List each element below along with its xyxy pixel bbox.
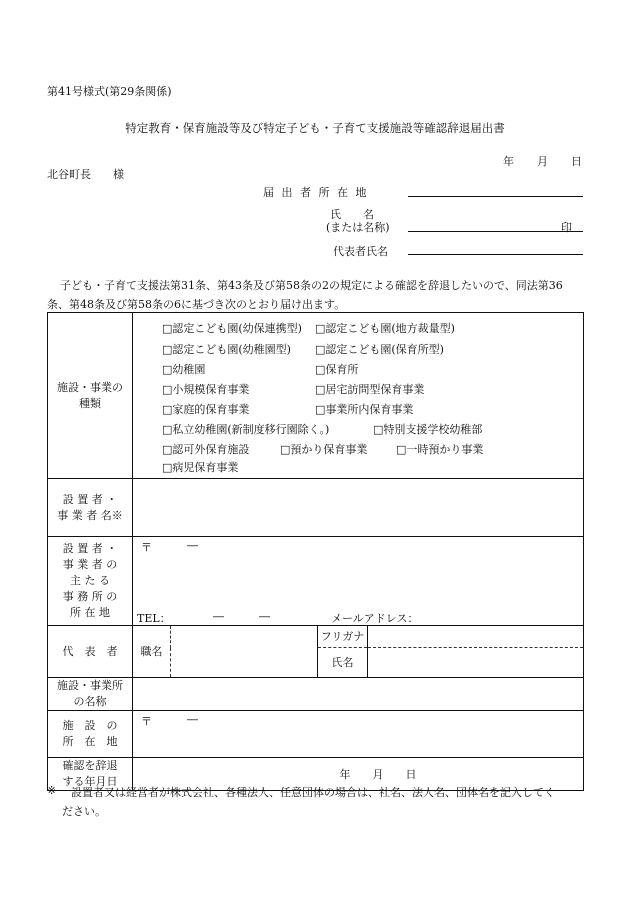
establisher-name-label-line2: 事 業 者 名※ [57, 508, 123, 522]
office-label-line1: 設 置 者 ・ [62, 542, 118, 555]
option-ichiji-azukari[interactable]: □一時預かり事業 [396, 443, 484, 456]
footnote-line2: ださい。 [62, 805, 106, 818]
job-title-label-text: 職名 [140, 644, 163, 658]
facility-type-options [133, 313, 584, 479]
furigana-label [318, 626, 368, 648]
furigana-field[interactable] [368, 626, 584, 648]
job-title-field[interactable] [171, 626, 318, 678]
applicant-address-line[interactable] [408, 196, 583, 197]
representative-label-text: 代 表 者 [62, 644, 118, 658]
facility-address-field[interactable] [133, 711, 584, 758]
office-address-row [48, 537, 584, 610]
option-kodomoen-yochien[interactable]: □認定こども園(幼稚園型) [162, 343, 291, 356]
office-label-line3: 主 た る [70, 574, 110, 587]
office-label-line2: 事 業 者 の [62, 558, 118, 571]
tel-label: TEL： [137, 612, 171, 625]
establisher-name-row [48, 479, 584, 537]
applicant-name-label-sub: (または名称) [326, 221, 390, 234]
representative-name-label: 代表者氏名 [333, 245, 388, 258]
facility-type-row [48, 313, 584, 479]
job-title-label [133, 626, 171, 678]
form-number: 第41号様式(第29条関係) [47, 85, 172, 98]
withdraw-date-label-line1: 確認を辞退 [62, 759, 118, 772]
representative-name-line[interactable] [408, 254, 583, 255]
document-title: 特定教育・保育施設等及び特定子ども・子育て支援施設等確認辞退届出書 [125, 121, 505, 135]
facility-type-label-line2: 種類 [79, 396, 101, 410]
option-kodomoen-chiho[interactable]: □認定こども園(地方裁量型) [315, 322, 455, 335]
office-contact-field[interactable] [133, 609, 584, 626]
option-kodomoen-yoho[interactable]: □認定こども園(幼保連携型) [162, 322, 302, 335]
facility-name-label-line2: の名称 [73, 695, 107, 708]
establisher-name-label [48, 479, 133, 537]
option-shiritsu-yochien[interactable]: □私立幼稚園(新制度移行園除く。) [162, 423, 330, 436]
tel-dash-2: ― [259, 610, 270, 623]
facility-type-label-line1: 施設・事業の [57, 380, 123, 394]
option-kyotaku[interactable]: □居宅訪問型保育事業 [315, 383, 425, 396]
office-address-label [48, 537, 133, 626]
option-kodomoen-hoikusho[interactable]: □認定こども園(保育所型) [315, 343, 444, 356]
seal-mark: 印 [561, 221, 572, 234]
facility-name-label [48, 678, 133, 711]
footnote-mark: ※ [47, 784, 57, 797]
option-hoikusho[interactable]: □保育所 [315, 363, 359, 376]
date-month: 月 [537, 155, 548, 168]
footnote-line1: 設置者又は経営者が株式会社、各種法人、任意団体の場合は、社名、法人名、団体名を記入してく [71, 786, 555, 799]
facility-address-label-line1: 施 設 の [62, 719, 118, 732]
facility-name-label-line1: 施設・事業所 [57, 679, 123, 692]
option-yochien[interactable]: □幼稚園 [162, 363, 206, 376]
rep-name-field[interactable] [368, 648, 584, 678]
facility-address-label [48, 711, 133, 758]
representative-row-1 [48, 626, 584, 648]
representative-label [48, 626, 133, 678]
date-day: 日 [571, 155, 582, 168]
establisher-name-label-line1: 設 置 者 ・ [62, 492, 118, 506]
body-text-line2: 条、第48条及び第58条の6に基づき次のとおり届け出ます。 [47, 298, 346, 311]
facility-postal-dash: ― [187, 713, 198, 726]
body-text-line1: 子ども・子育て支援法第31条、第43条及び第58条の2の規定による確認を辞退したいので、同法第36 [60, 279, 563, 292]
establisher-name-field[interactable] [133, 479, 584, 537]
withdraw-date-label-line2: する年月日 [62, 775, 118, 788]
facility-postal-mark: 〒 [141, 715, 152, 728]
option-jigyoshonai[interactable]: □事業所内保育事業 [315, 403, 414, 416]
office-label-line5: 所 在 地 [70, 606, 110, 619]
option-shokibo[interactable]: □小規模保育事業 [162, 383, 250, 396]
rep-name-label [318, 648, 368, 678]
facility-name-field[interactable] [133, 678, 584, 711]
office-postal-mark: 〒 [141, 541, 152, 554]
office-address-field[interactable] [133, 537, 584, 610]
option-ninkagai[interactable]: □認可外保育施設 [162, 443, 250, 456]
option-tokubetsu-shien[interactable]: □特別支援学校幼稚部 [373, 423, 483, 436]
applicant-name-line[interactable] [408, 231, 583, 232]
furigana-label-text: フリガナ [320, 629, 365, 643]
office-postal-dash: ― [187, 539, 198, 552]
option-byoji[interactable]: □病児保育事業 [162, 461, 239, 474]
email-label: メールアドレス： [331, 612, 419, 625]
form-table [47, 312, 584, 791]
facility-address-row [48, 711, 584, 758]
office-label-line4: 事 務 所 の [62, 590, 118, 603]
rep-name-label-text: 氏名 [331, 655, 354, 669]
option-azukari[interactable]: □預かり保育事業 [280, 443, 368, 456]
date-year: 年 [503, 155, 514, 168]
facility-type-label [48, 313, 133, 479]
applicant-name-label: 氏 名 [330, 208, 374, 221]
facility-name-row [48, 678, 584, 711]
withdraw-date-value: 年 月 日 [339, 768, 417, 781]
facility-address-label-line2: 所 在 地 [62, 735, 118, 748]
addressee: 北谷町長 様 [47, 168, 124, 181]
option-kateiteki[interactable]: □家庭的保育事業 [162, 403, 250, 416]
tel-dash-1: ― [213, 610, 224, 623]
applicant-address-label: 届 出 者 所 在 地 [263, 186, 369, 199]
